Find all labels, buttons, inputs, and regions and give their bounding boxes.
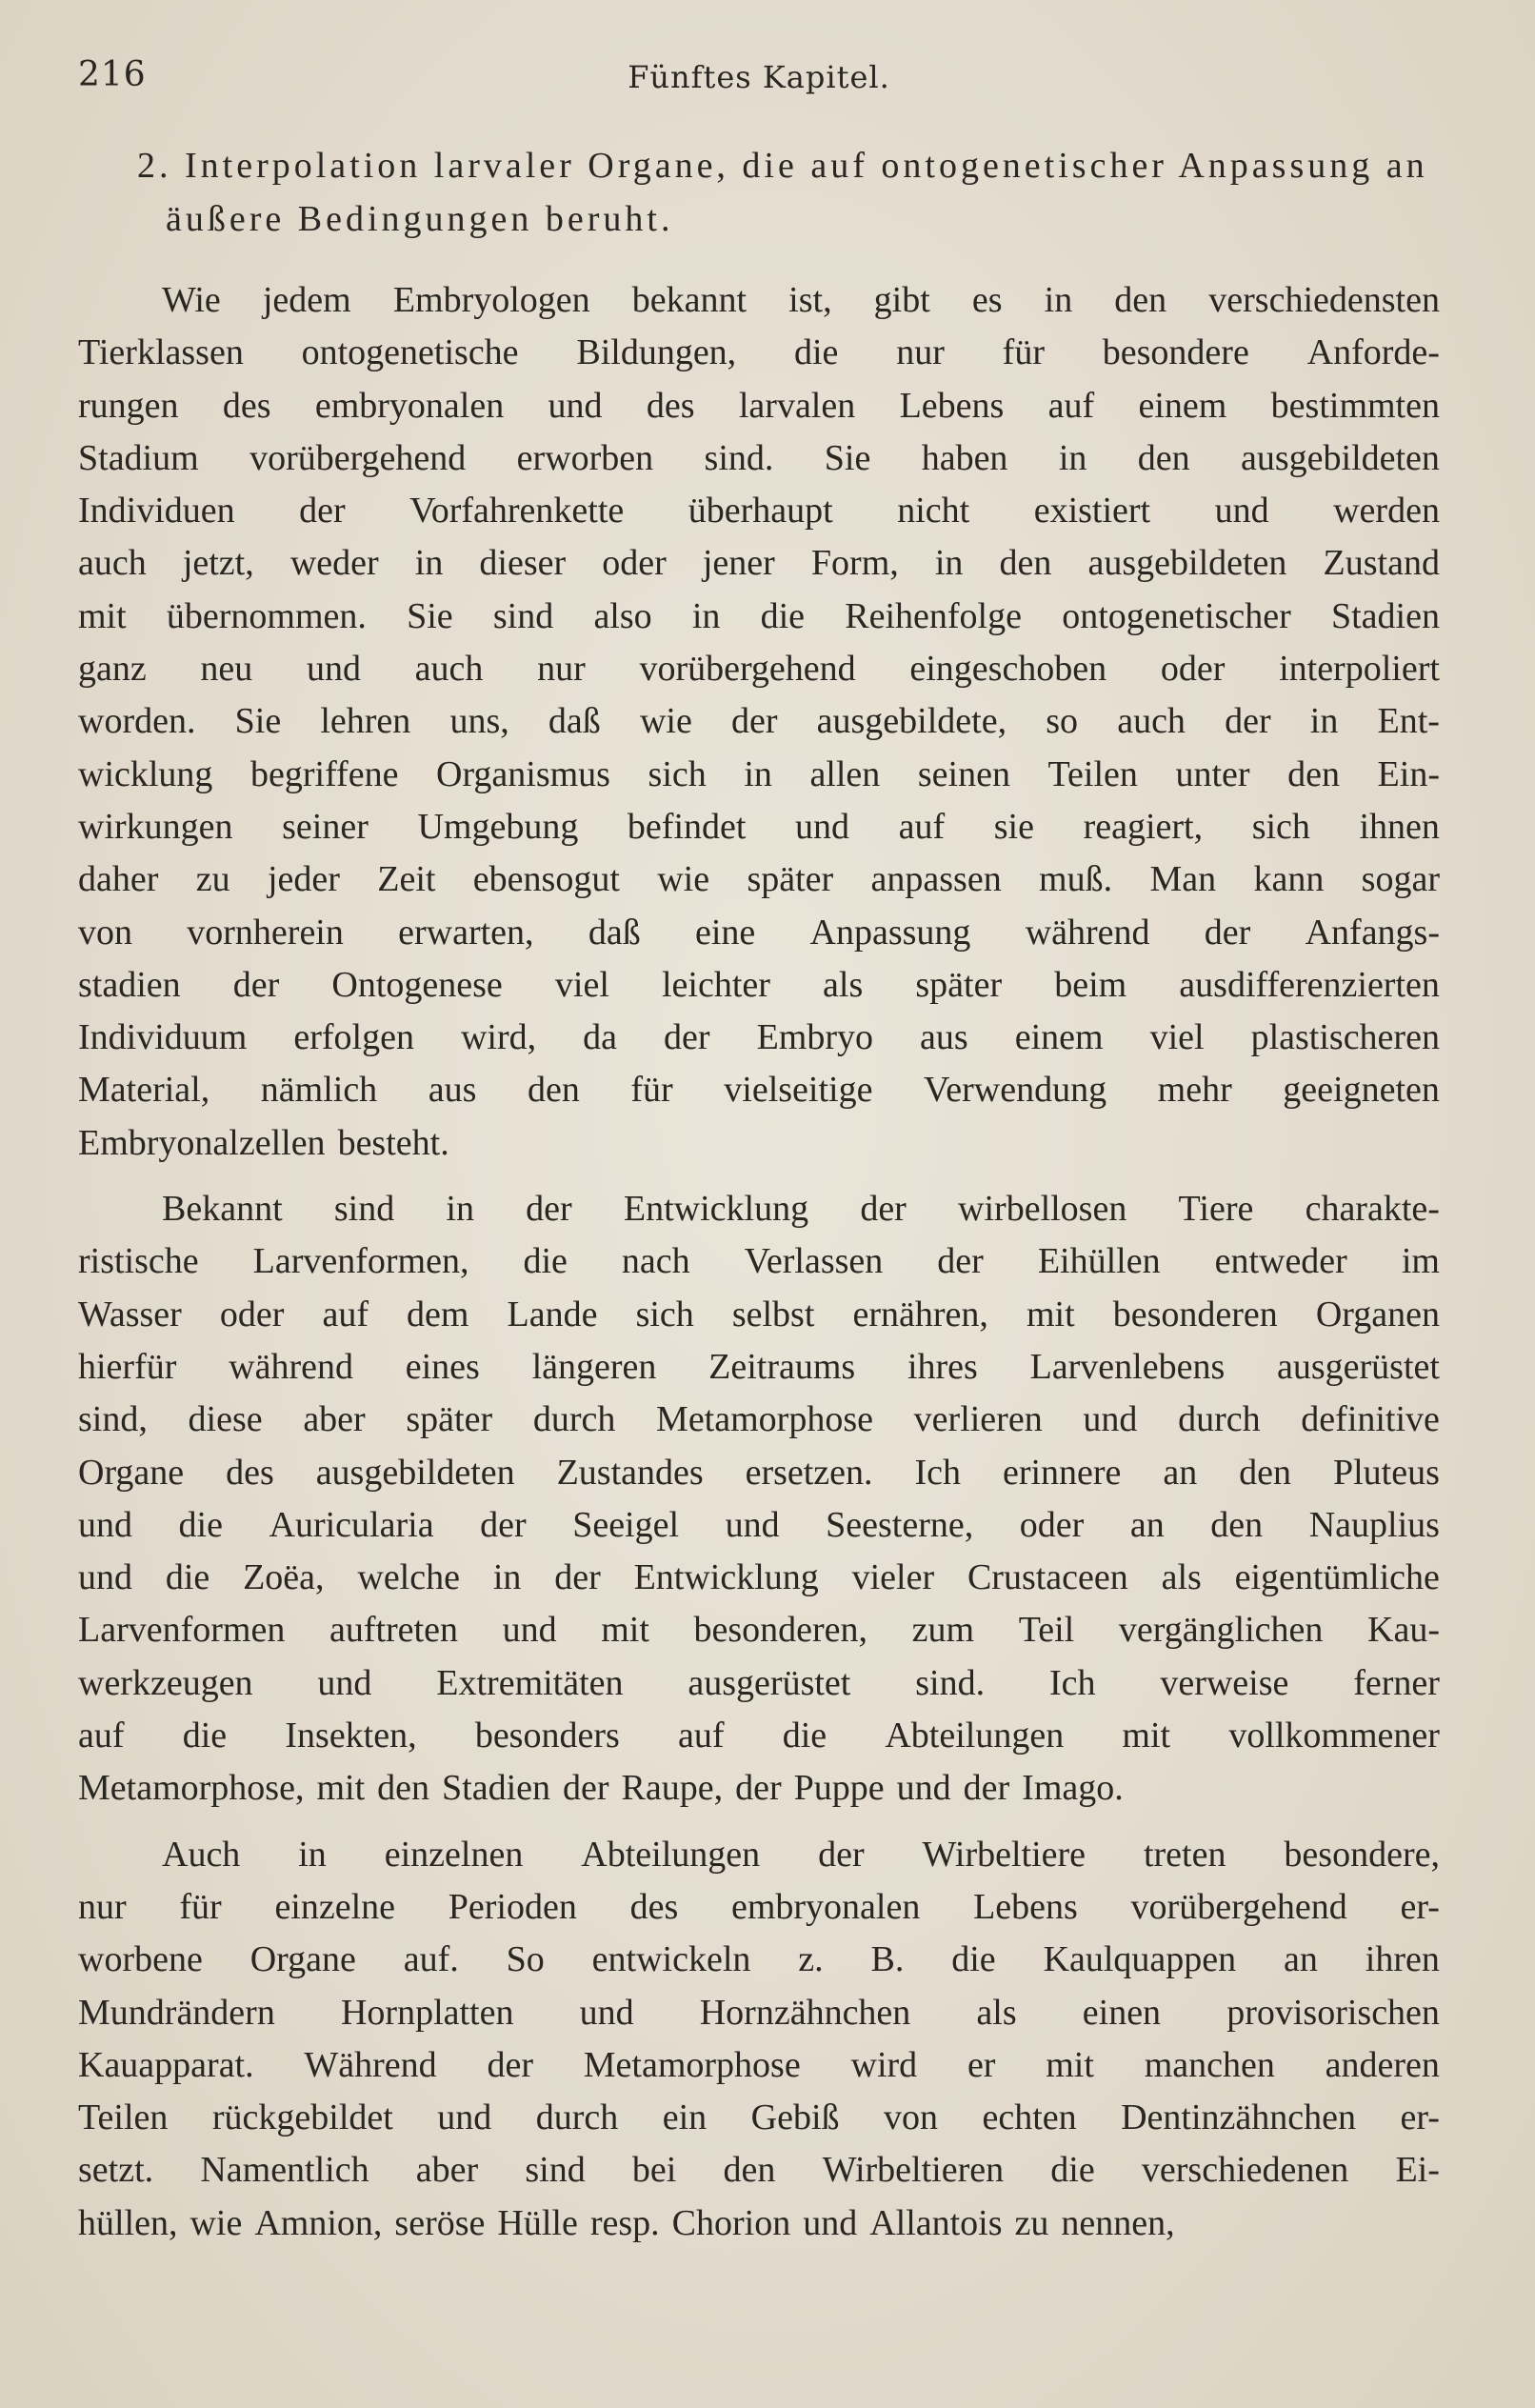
text-line: worden. Sie lehren uns, daß wie der ausgebildete, so auch der in Ent-: [78, 701, 1440, 742]
text-line: sind, diese aber später durch Metamorphose verlieren und durch definitive: [78, 1399, 1440, 1440]
text-line: Material, nämlich aus den für vielseitige Verwendung mehr geeigneten: [78, 1070, 1440, 1111]
text-line: hüllen, wie Amnion, seröse Hülle resp. Chorion und Allantois zu nennen,: [78, 2202, 1175, 2243]
text-line: werkzeugen und Extremitäten ausgerüstet sind. Ich verweise ferner: [78, 1662, 1440, 1703]
text-line: stadien der Ontogenese viel leichter als später beim ausdifferenzierten: [78, 964, 1440, 1005]
paragraph: [78, 274, 1440, 1170]
text-line: und die Zoëa, welche in der Entwicklung vieler Crustaceen als eigentümliche: [78, 1557, 1440, 1598]
text-line: rungen des embryonalen und des larvalen Lebens auf einem bestimmten: [78, 385, 1440, 426]
text-line: Organe des ausgebildeten Zustandes ersetzen. Ich erinnere an den Pluteus: [78, 1452, 1440, 1493]
book-page: [78, 46, 1440, 2263]
text-line: nur für einzelne Perioden des embryonalen Lebens vorübergehend er-: [78, 1886, 1440, 1927]
text-line: Tierklassen ontogenetische Bildungen, die nur für besondere Anforde-: [78, 332, 1440, 373]
text-line: Stadium vorübergehend erworben sind. Sie haben in den ausgebildeten: [78, 437, 1440, 478]
page-number: 216: [78, 55, 147, 94]
text-line: Bekannt sind in der Entwicklung der wirbellosen Tiere charakte-: [162, 1189, 1440, 1230]
chapter-title: Fünftes Kapitel.: [628, 59, 890, 95]
text-line: Mundrändern Hornplatten und Hornzähnchen als einen provisorischen: [78, 1992, 1440, 2033]
text-line: von vornherein erwarten, daß eine Anpassung während der Anfangs-: [78, 912, 1440, 953]
text-line: Wasser oder auf dem Lande sich selbst ernähren, mit besonderen Organen: [78, 1294, 1440, 1334]
text-line: ganz neu und auch nur vorübergehend eingeschoben oder interpoliert: [78, 649, 1440, 690]
text-line: daher zu jeder Zeit ebensogut wie später anpassen muß. Man kann sogar: [78, 859, 1440, 900]
text-line: und die Auricularia der Seeigel und Seesterne, oder an den Nauplius: [78, 1504, 1440, 1545]
text-line: Teilen rückgebildet und durch ein Gebiß von echten Dentinzähnchen er-: [78, 2097, 1440, 2138]
text-line: worbene Organe auf. So entwickeln z. B. die Kaulquappen an ihren: [78, 1939, 1440, 1980]
text-line: Individuen der Vorfahrenkette überhaupt nicht existiert und werden: [78, 491, 1440, 532]
text-line: Kauapparat. Während der Metamorphose wird er mit manchen anderen: [78, 2044, 1440, 2085]
text-line: mit übernommen. Sie sind also in die Reihenfolge ontogenetischer Stadien: [78, 595, 1440, 636]
text-line: Larvenformen auftreten und mit besonderen, zum Teil vergänglichen Kau-: [78, 1610, 1440, 1651]
body-text: [78, 274, 1440, 2250]
text-line: hierfür während eines längeren Zeitraums ihres Larvenlebens ausgerüstet: [78, 1346, 1440, 1387]
text-line: Wie jedem Embryologen bekannt ist, gibt es in den verschiedensten: [162, 280, 1440, 320]
section-heading: 2. Interpolation larvaler Organe, die auf ontogenetischer Anpassung an äußere Bedingungen beruht.: [137, 146, 1428, 239]
paragraph: [78, 1829, 1440, 2250]
paragraph: [78, 1183, 1440, 1816]
text-line: auf die Insekten, besonders auf die Abteilungen mit vollkommener: [78, 1716, 1440, 1756]
text-line: Individuum erfolgen wird, da der Embryo aus einem viel plastischeren: [78, 1017, 1440, 1058]
text-line: ristische Larvenformen, die nach Verlassen der Eihüllen entweder im: [78, 1241, 1440, 1282]
text-line: setzt. Namentlich aber sind bei den Wirbeltieren die verschiedenen Ei-: [78, 2150, 1440, 2191]
text-line: Metamorphose, mit den Stadien der Raupe, der Puppe und der Imago.: [78, 1768, 1124, 1809]
running-head: [78, 46, 1440, 112]
text-line: wirkungen seiner Umgebung befindet und auf sie reagiert, sich ihnen: [78, 806, 1440, 847]
text-line: Embryonalzellen besteht.: [78, 1122, 449, 1163]
text-line: auch jetzt, weder in dieser oder jener Form, in den ausgebildeten Zustand: [78, 543, 1440, 584]
text-line: wicklung begriffene Organismus sich in allen seinen Teilen unter den Ein-: [78, 753, 1440, 794]
text-line: Auch in einzelnen Abteilungen der Wirbeltiere treten besondere,: [162, 1834, 1440, 1875]
